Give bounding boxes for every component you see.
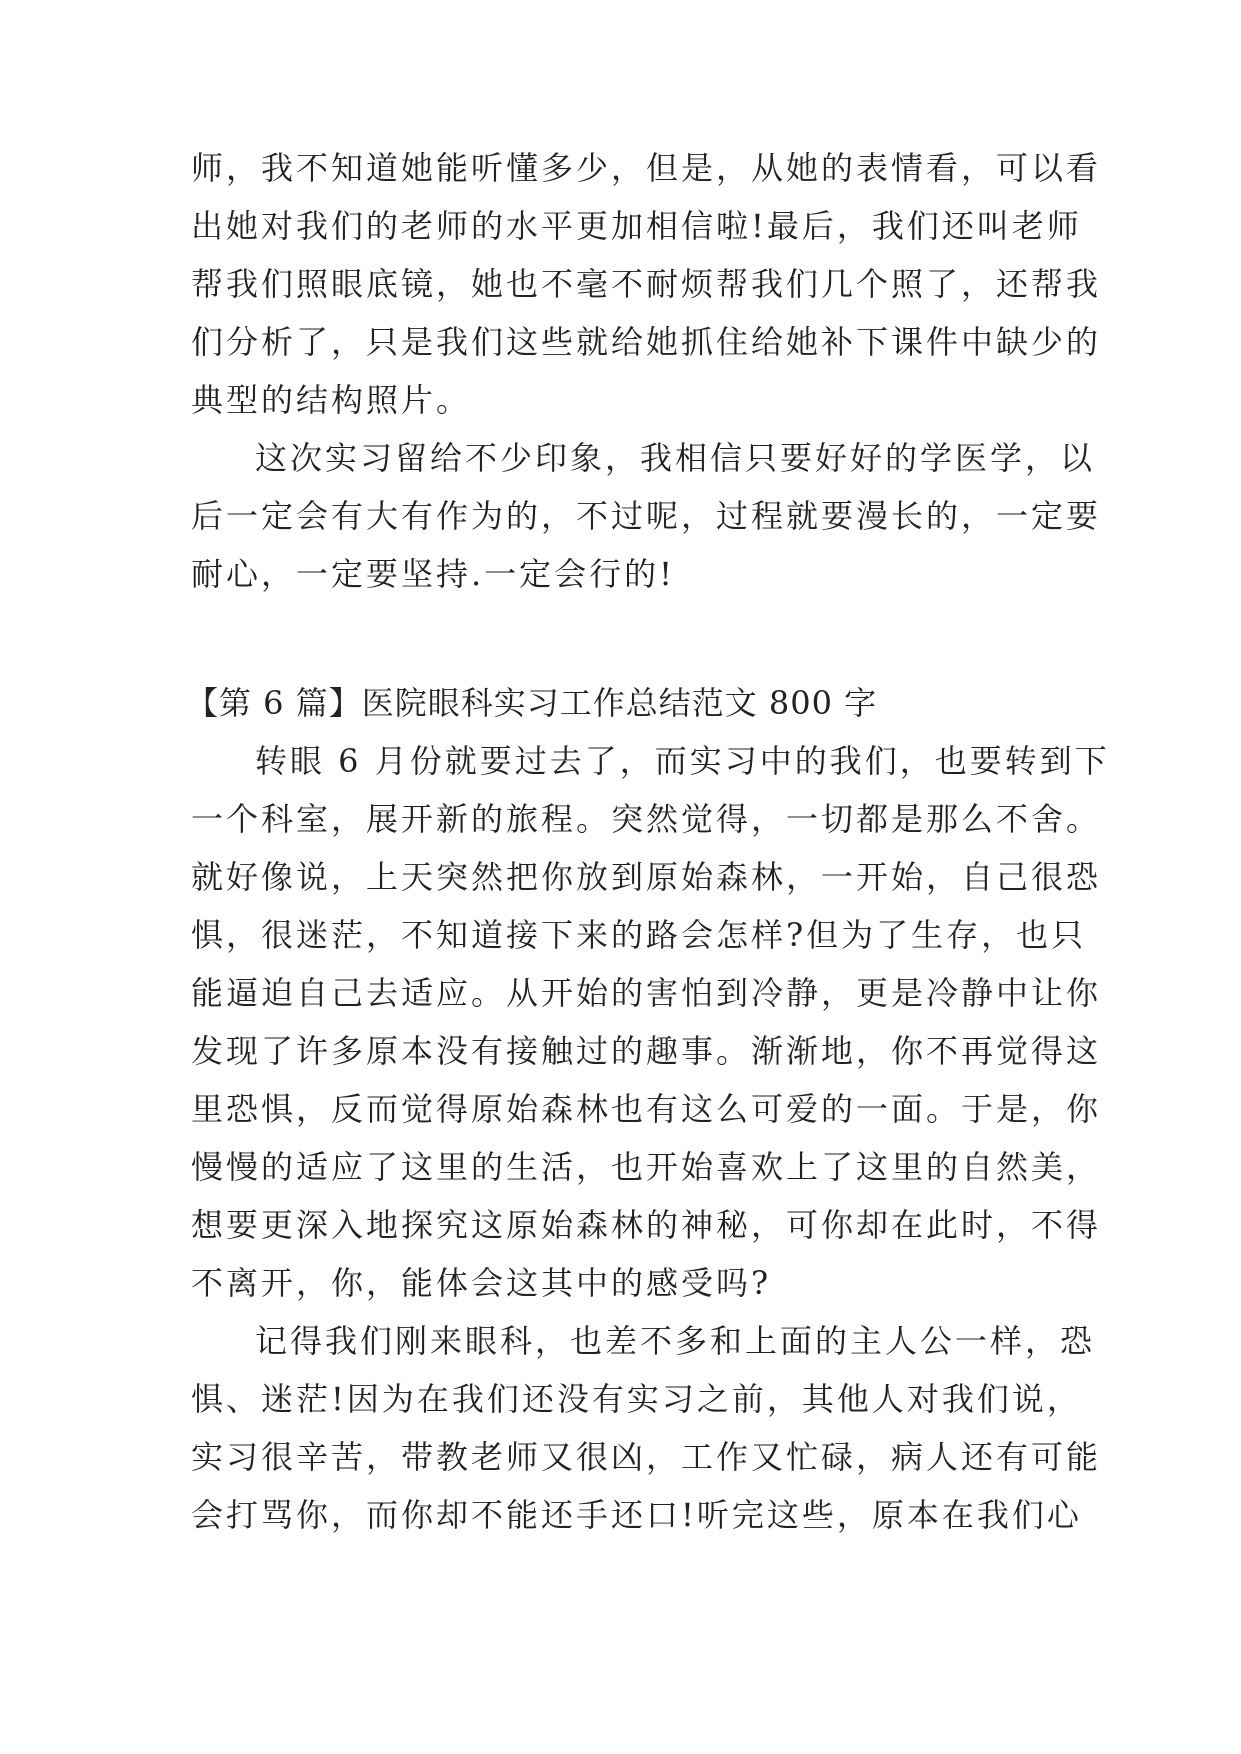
paragraph-2-line-1: 这次实习留给不少印象，我相信只要好好的学医学，以 [255,439,1096,477]
paragraph-1-line-3: 帮我们照眼底镜，她也不毫不耐烦帮我们几个照了，还帮我 [191,265,1102,303]
paragraph-3-line-6: 发现了许多原本没有接触过的趣事。渐渐地，你不再觉得这 [191,1032,1102,1070]
paragraph-1-line-5: 典型的结构照片。 [191,381,472,419]
paragraph-3-line-8: 慢慢的适应了这里的生活，也开始喜欢上了这里的自然美， [191,1148,1102,1186]
paragraph-3-line-3: 就好像说，上天突然把你放到原始森林，一开始，自己很恐 [191,858,1102,896]
paragraph-3-line-9: 想要更深入地探究这原始森林的神秘，可你却在此时，不得 [191,1206,1102,1244]
paragraph-4-line-1: 记得我们刚来眼科，也差不多和上面的主人公一样，恐 [255,1322,1096,1360]
paragraph-3-line-2: 一个科室，展开新的旅程。突然觉得，一切都是那么不舍。 [191,800,1102,838]
paragraph-4-line-3: 实习很辛苦，带教老师又很凶，工作又忙碌，病人还有可能 [191,1438,1102,1476]
paragraph-2-line-3: 耐心，一定要坚持.一定会行的! [191,555,676,593]
paragraph-3-line-10: 不离开，你，能体会这其中的感受吗? [191,1264,772,1302]
paragraph-4-line-2: 惧、迷茫!因为在我们还没有实习之前，其他人对我们说， [191,1380,1082,1418]
paragraph-1-line-1: 师，我不知道她能听懂多少，但是，从她的表情看，可以看 [191,149,1102,187]
paragraph-1-line-4: 们分析了，只是我们这些就给她抓住给她补下课件中缺少的 [191,323,1102,361]
section-heading: 【第 6 篇】医院眼科实习工作总结范文 800 字 [186,684,878,722]
paragraph-4-line-4: 会打骂你，而你却不能还手还口!听完这些，原本在我们心 [191,1496,1082,1534]
paragraph-1-line-2: 出她对我们的老师的水平更加相信啦!最后，我们还叫老师 [191,207,1082,245]
paragraph-3-line-5: 能逼迫自己去适应。从开始的害怕到冷静，更是冷静中让你 [191,974,1102,1012]
paragraph-3-line-4: 惧，很迷茫，不知道接下来的路会怎样?但为了生存，也只 [191,916,1087,954]
paragraph-3-line-1: 转眼 6 月份就要过去了，而实习中的我们，也要转到下 [255,742,1110,780]
paragraph-2-line-2: 后一定会有大有作为的，不过呢，过程就要漫长的，一定要 [191,497,1102,535]
paragraph-3-line-7: 里恐惧，反而觉得原始森林也有这么可爱的一面。于是，你 [191,1090,1102,1128]
